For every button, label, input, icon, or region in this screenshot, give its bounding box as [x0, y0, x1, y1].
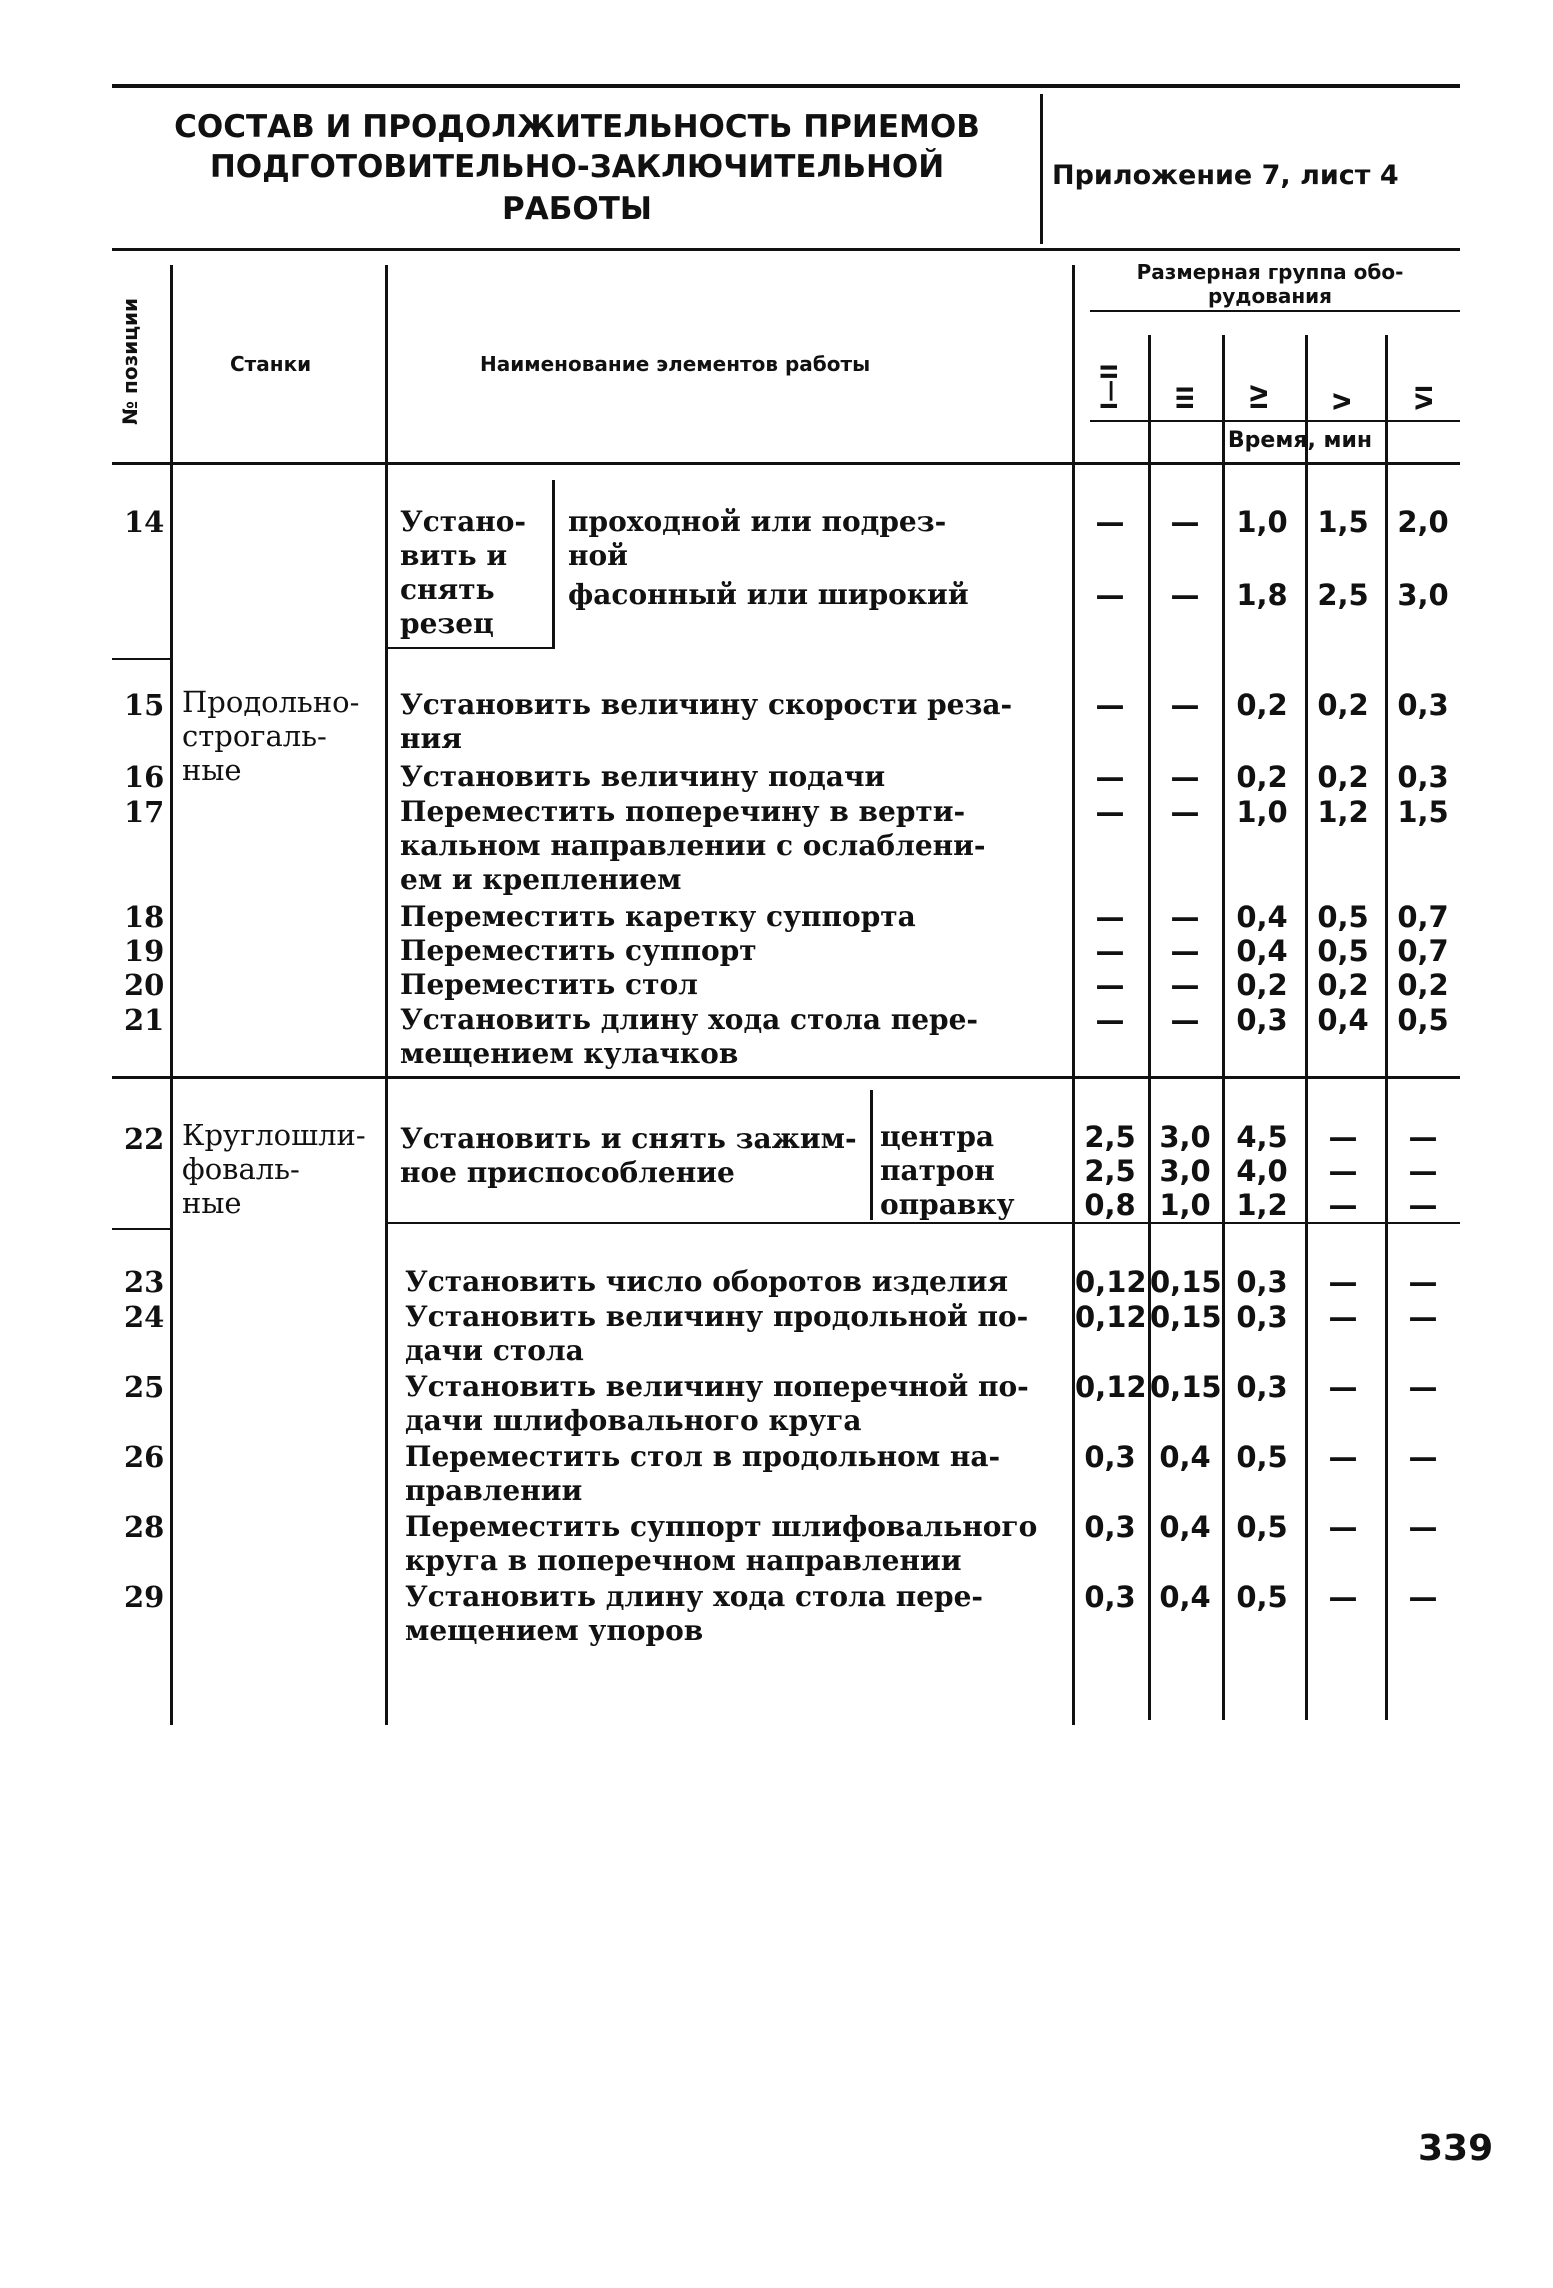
- element-text: Переместить стол в продольном на-: [405, 1440, 1001, 1473]
- group-label: I—II: [1098, 363, 1123, 410]
- time-value: —: [1408, 1300, 1438, 1334]
- time-value: 0,15: [1150, 1265, 1222, 1299]
- time-value: 0,4: [1317, 1003, 1369, 1037]
- time-value: —: [1328, 1440, 1358, 1474]
- time-rule: [1090, 420, 1460, 422]
- time-value: —: [1095, 795, 1125, 829]
- position-number: 29: [124, 1580, 165, 1614]
- position-number: 22: [124, 1122, 165, 1156]
- time-value: 0,4: [1159, 1510, 1211, 1544]
- machines-header: Станки: [230, 352, 312, 376]
- action-text: Установить и снять зажим-: [400, 1122, 857, 1155]
- machine-name: ные: [182, 753, 242, 787]
- group-label: IV: [1248, 384, 1273, 410]
- time-value: —: [1170, 1003, 1200, 1037]
- time-value: —: [1095, 760, 1125, 794]
- time-value: 1,5: [1397, 795, 1449, 829]
- elements-header: Наименование элементов работы: [480, 352, 871, 376]
- element-text: Переместить каретку суппорта: [400, 900, 916, 933]
- time-value: 4,5: [1236, 1120, 1288, 1154]
- time-value: 0,2: [1236, 688, 1288, 722]
- time-value: 0,5: [1236, 1440, 1288, 1474]
- time-value: —: [1408, 1265, 1438, 1299]
- element-text: Установить величину подачи: [400, 760, 886, 793]
- time-value: 0,3: [1084, 1510, 1136, 1544]
- title-line-3: РАБОТЫ: [502, 191, 652, 227]
- group-separator: [112, 658, 170, 660]
- action-text: ное приспособление: [400, 1156, 735, 1189]
- element-text: Установить длину хода стола пере-: [405, 1580, 984, 1613]
- time-value: —: [1170, 760, 1200, 794]
- element-text: круга в поперечном направлении: [405, 1544, 962, 1577]
- subcell-bottom-rule: [385, 647, 555, 649]
- time-value: —: [1170, 795, 1200, 829]
- time-value: 2,0: [1397, 505, 1449, 539]
- position-number: 14: [124, 505, 165, 539]
- time-value: 0,4: [1236, 934, 1288, 968]
- time-value: 1,0: [1236, 505, 1288, 539]
- element-text: Переместить суппорт: [400, 934, 757, 967]
- time-value: —: [1328, 1510, 1358, 1544]
- time-value: —: [1095, 1003, 1125, 1037]
- time-value: 0,2: [1317, 688, 1369, 722]
- action-text: вить и: [400, 539, 508, 572]
- element-text: Переместить поперечину в верти-: [400, 795, 966, 828]
- time-value: 0,7: [1397, 934, 1449, 968]
- time-value: 1,0: [1236, 795, 1288, 829]
- header-bottom-rule: [112, 248, 1460, 251]
- time-value: —: [1408, 1188, 1438, 1222]
- time-value: 0,12: [1075, 1265, 1147, 1299]
- element-text: ем и креплением: [400, 863, 682, 896]
- time-value: 3,0: [1397, 578, 1449, 612]
- time-value: 2,5: [1084, 1120, 1136, 1154]
- machine-name: фоваль-: [182, 1152, 300, 1186]
- time-value: 3,0: [1159, 1120, 1211, 1154]
- position-number: 28: [124, 1510, 165, 1544]
- time-value: 1,0: [1159, 1188, 1211, 1222]
- time-value: 0,5: [1397, 1003, 1449, 1037]
- time-value: 0,2: [1317, 968, 1369, 1002]
- element-text: дачи стола: [405, 1334, 584, 1367]
- time-value: 0,3: [1397, 760, 1449, 794]
- time-value: 0,4: [1159, 1580, 1211, 1614]
- position-number: 24: [124, 1300, 165, 1334]
- machine-name: Продольно-: [182, 685, 360, 719]
- time-value: 0,12: [1075, 1370, 1147, 1404]
- time-value: —: [1328, 1120, 1358, 1154]
- time-value: —: [1328, 1300, 1358, 1334]
- time-value: 2,5: [1084, 1154, 1136, 1188]
- time-value: 0,2: [1236, 760, 1288, 794]
- machine-column-rule: [385, 265, 388, 1725]
- action-text: резец: [400, 607, 494, 640]
- time-value: 0,5: [1317, 934, 1369, 968]
- element-text: Установить величину продольной по-: [405, 1300, 1029, 1333]
- group-label: V: [1331, 392, 1356, 410]
- time-value: 0,3: [1397, 688, 1449, 722]
- time-value: 0,3: [1084, 1580, 1136, 1614]
- time-value: —: [1095, 688, 1125, 722]
- position-column-rule: [170, 265, 173, 1725]
- time-value: —: [1328, 1370, 1358, 1404]
- time-value: 0,2: [1317, 760, 1369, 794]
- time-value: 1,2: [1236, 1188, 1288, 1222]
- time-value: 2,5: [1317, 578, 1369, 612]
- element-text: Установить величину поперечной по-: [405, 1370, 1029, 1403]
- subcell-rule: [552, 480, 555, 648]
- action-text: снять: [400, 573, 495, 606]
- sub-element-text: фасонный или широкий: [568, 578, 969, 611]
- position-number: 16: [124, 760, 165, 794]
- element-text: правлении: [405, 1474, 583, 1507]
- group-header-rule: [1090, 310, 1460, 312]
- position-number: 15: [124, 688, 165, 722]
- machine-name: ные: [182, 1186, 242, 1220]
- time-value: —: [1170, 578, 1200, 612]
- element-text: Установить длину хода стола пере-: [400, 1003, 979, 1036]
- time-label: Время, мин: [1227, 428, 1373, 453]
- time-value: —: [1095, 968, 1125, 1002]
- appendix-label: Приложение 7, лист 4: [1052, 160, 1399, 191]
- group-separator: [112, 1228, 170, 1230]
- section-rule: [112, 1076, 1460, 1079]
- fixture-label: патрон: [880, 1154, 995, 1187]
- time-value: —: [1095, 900, 1125, 934]
- position-number: 18: [124, 900, 165, 934]
- time-value: 1,2: [1317, 795, 1369, 829]
- group-label: III: [1174, 385, 1199, 410]
- time-value: —: [1170, 505, 1200, 539]
- element-text: кальном направлении с ослаблени-: [400, 829, 986, 862]
- time-value: —: [1170, 968, 1200, 1002]
- element-text: Переместить стол: [400, 968, 698, 1001]
- sub-element-text: ной: [568, 539, 628, 572]
- element-text: Переместить суппорт шлифовального: [405, 1510, 1038, 1543]
- time-value: 0,3: [1084, 1440, 1136, 1474]
- time-value: 1,5: [1317, 505, 1369, 539]
- group-column-rule: [1222, 335, 1225, 1720]
- page-number: 339: [1418, 2128, 1494, 2169]
- time-value: 4,0: [1236, 1154, 1288, 1188]
- group-header-1: Размерная группа обо-: [1136, 260, 1404, 284]
- element-text: Установить число оборотов изделия: [405, 1265, 1009, 1298]
- time-value: 0,3: [1236, 1300, 1288, 1334]
- time-value: —: [1408, 1440, 1438, 1474]
- action-text: Устано-: [400, 505, 527, 538]
- element-text: мещением упоров: [405, 1614, 704, 1647]
- header-divider: [1040, 94, 1043, 244]
- element-text: мещением кулачков: [400, 1037, 739, 1070]
- time-value: —: [1095, 578, 1125, 612]
- time-value: —: [1408, 1510, 1438, 1544]
- time-value: 0,5: [1317, 900, 1369, 934]
- position-number: 19: [124, 934, 165, 968]
- machine-name: строгаль-: [182, 719, 327, 753]
- time-value: 0,4: [1159, 1440, 1211, 1474]
- time-value: 0,5: [1236, 1510, 1288, 1544]
- time-value: —: [1408, 1370, 1438, 1404]
- time-value: 3,0: [1159, 1154, 1211, 1188]
- element-text: дачи шлифовального круга: [405, 1404, 862, 1437]
- position-header: № позиции: [118, 297, 142, 425]
- time-value: 0,7: [1397, 900, 1449, 934]
- row22-bottom-rule: [385, 1222, 1460, 1224]
- element-text: Установить величину скорости реза-: [400, 688, 1013, 721]
- time-value: —: [1408, 1120, 1438, 1154]
- time-value: —: [1095, 505, 1125, 539]
- time-value: 0,2: [1397, 968, 1449, 1002]
- time-value: —: [1170, 900, 1200, 934]
- position-number: 25: [124, 1370, 165, 1404]
- time-value: 0,3: [1236, 1370, 1288, 1404]
- time-value: —: [1408, 1154, 1438, 1188]
- fixture-label: центра: [880, 1120, 995, 1153]
- time-value: 0,4: [1236, 900, 1288, 934]
- time-value: 0,5: [1236, 1580, 1288, 1614]
- time-value: —: [1095, 934, 1125, 968]
- top-rule: [112, 84, 1460, 88]
- time-value: 0,15: [1150, 1300, 1222, 1334]
- position-number: 23: [124, 1265, 165, 1299]
- title-line-2: ПОДГОТОВИТЕЛЬНО-ЗАКЛЮЧИТЕЛЬНОЙ: [209, 149, 945, 185]
- time-value: —: [1408, 1580, 1438, 1614]
- time-value: —: [1328, 1265, 1358, 1299]
- time-value: 0,15: [1150, 1370, 1222, 1404]
- time-value: —: [1170, 688, 1200, 722]
- fixture-label: оправку: [880, 1188, 1015, 1221]
- group-header-2: рудования: [1207, 284, 1333, 308]
- time-value: 0,3: [1236, 1003, 1288, 1037]
- time-value: 0,12: [1075, 1300, 1147, 1334]
- position-number: 26: [124, 1440, 165, 1474]
- sub-element-text: проходной или подрез-: [568, 505, 947, 538]
- time-value: —: [1328, 1188, 1358, 1222]
- title-line-1: СОСТАВ И ПРОДОЛЖИТЕЛЬНОСТЬ ПРИЕМОВ: [174, 109, 980, 145]
- time-value: —: [1328, 1154, 1358, 1188]
- time-value: 0,2: [1236, 968, 1288, 1002]
- time-value: 0,8: [1084, 1188, 1136, 1222]
- machine-name: Круглошли-: [182, 1118, 366, 1152]
- position-number: 17: [124, 795, 165, 829]
- subcell-rule: [870, 1090, 873, 1220]
- header-table-rule: [112, 462, 1460, 465]
- element-text: ния: [400, 722, 462, 755]
- time-value: —: [1170, 934, 1200, 968]
- time-value: 0,3: [1236, 1265, 1288, 1299]
- group-label: VI: [1413, 384, 1438, 410]
- position-number: 20: [124, 968, 165, 1002]
- position-number: 21: [124, 1003, 165, 1037]
- time-value: —: [1328, 1580, 1358, 1614]
- time-value: 1,8: [1236, 578, 1288, 612]
